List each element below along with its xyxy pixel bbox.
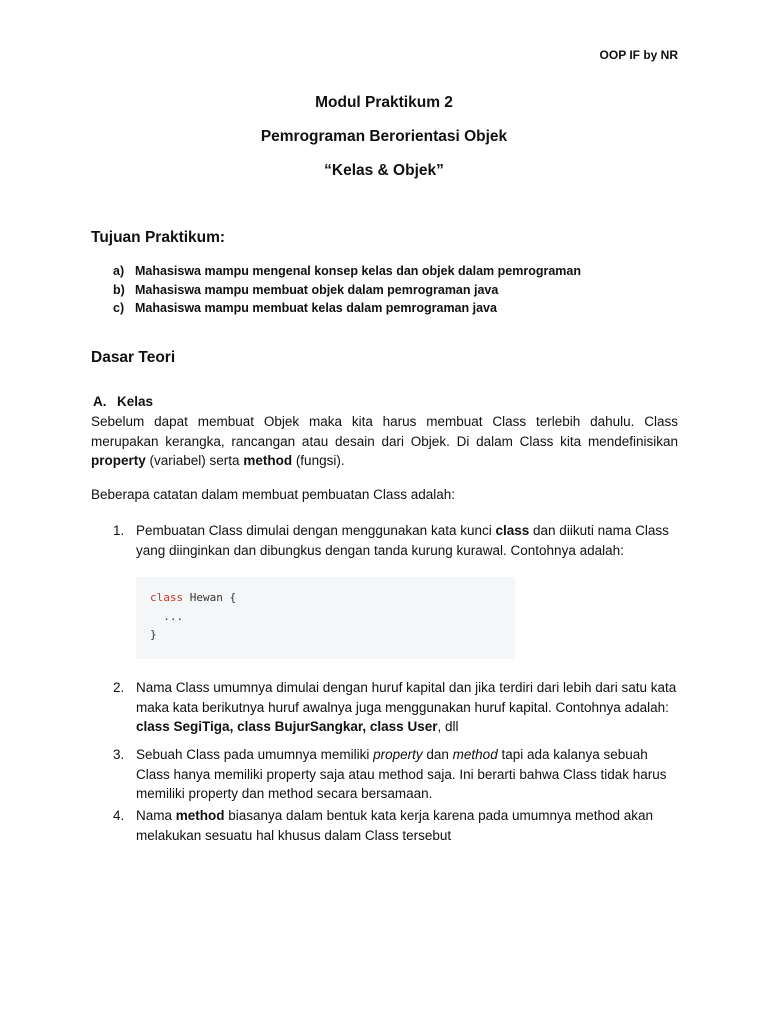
course-title: Pemrograman Berorientasi Objek: [260, 128, 508, 145]
list-item-text: [136, 745, 678, 804]
separator: ,: [362, 719, 370, 734]
tujuan-heading: Tujuan Praktikum:: [91, 229, 226, 246]
item-text: Nama Class umumnya dimulai dengan huruf kapital dan jika terdiri dari lebih dari satu kata maka kata berikutnya huruf awalnya juga menggunakan huruf kapital. Contohnya adalah:: [136, 680, 677, 715]
list-number: 3.: [113, 747, 125, 762]
list-item-text: Mahasiswa mampu membuat objek dalam pemrograman java: [135, 282, 499, 297]
item-text: Nama: [136, 808, 176, 823]
list-item-text: [136, 806, 678, 845]
bold-term: class: [495, 523, 530, 538]
paragraph-text: (fungsi).: [292, 453, 345, 468]
code-text: Hewan {: [183, 591, 237, 604]
item-text: Pembuatan Class dimulai dengan menggunakan kata kunci: [136, 523, 496, 538]
list-number: 2.: [113, 680, 125, 695]
item-text: dan diikuti nama Class yang diinginkan dan dibungkus dengan tanda kurung kurawal. Contohnya adalah:: [136, 523, 669, 558]
numbered-item-4: [113, 806, 678, 845]
header-label: OOP IF by NR: [599, 48, 678, 62]
paragraph-text: (variabel) serta: [145, 453, 244, 468]
dasar-teori-heading: Dasar Teori: [91, 349, 176, 366]
subsection-label: A.: [93, 394, 107, 409]
bold-term: property: [91, 453, 146, 468]
numbered-item-3: [113, 745, 678, 804]
list-number: 4.: [113, 808, 125, 823]
list-marker: a): [113, 264, 125, 278]
bold-term: class BujurSangkar: [237, 719, 363, 734]
italic-term: method: [452, 747, 498, 762]
paragraph-text: Sebelum dapat membuat Objek maka kita harus membuat Class terlebih dahulu. Class merupakan kerangka, rancangan atau desain dari Objek. Di dalam Class kita mendefinisikan: [91, 414, 678, 449]
module-title: Modul Praktikum 2: [315, 94, 453, 111]
list-item-text: Mahasiswa mampu membuat kelas dalam pemrograman java: [135, 301, 497, 315]
item-text: , dll: [437, 719, 459, 734]
item-text: tapi ada kalanya sebuah Class hanya memiliki property saja atau method saja. Ini berarti bahwa Class tidak harus memiliki property dan method secara bersamaan.: [136, 747, 667, 801]
numbered-item-2: [113, 678, 678, 737]
list-item: [113, 745, 678, 804]
list-marker: b): [113, 282, 125, 297]
bold-term: class SegiTiga: [136, 719, 230, 734]
bold-term: method: [175, 808, 225, 823]
list-item: [113, 806, 678, 845]
bold-term: method: [243, 453, 293, 468]
list-item: [113, 299, 673, 318]
lead-sentence: Beberapa catatan dalam membuat pembuatan Class adalah:: [91, 487, 455, 502]
code-line: ...: [150, 610, 184, 623]
code-line: [150, 589, 236, 607]
italic-term: property: [373, 747, 423, 762]
goals-list: [113, 262, 673, 318]
title-block: [0, 94, 768, 196]
list-item-text: [136, 678, 678, 737]
item-text: biasanya dalam bentuk kata kerja karena pada umumnya method akan melakukan sesuatu hal khusus dalam Class tersebut: [136, 808, 654, 843]
topic-title: “Kelas & Objek”: [324, 162, 444, 179]
code-block: [136, 577, 515, 659]
bold-term: class User: [369, 719, 438, 734]
code-keyword: class: [150, 591, 184, 604]
subsection-heading: [93, 394, 153, 409]
item-text: dan: [422, 747, 453, 762]
numbered-item-1: [113, 521, 678, 560]
list-number: 1.: [113, 523, 125, 538]
list-item: [113, 281, 673, 300]
list-item: [113, 262, 673, 281]
item-text: Sebuah Class pada umumnya memiliki: [136, 747, 374, 762]
list-item: [113, 678, 678, 737]
intro-paragraph: [91, 412, 678, 471]
separator: ,: [229, 719, 238, 734]
list-item-text: Mahasiswa mampu mengenal konsep kelas dan objek dalam pemrograman: [135, 264, 581, 278]
code-line: }: [150, 628, 157, 641]
list-marker: c): [113, 301, 125, 315]
list-item-text: [136, 521, 678, 560]
list-item: [113, 521, 678, 560]
subsection-title: Kelas: [117, 394, 154, 409]
